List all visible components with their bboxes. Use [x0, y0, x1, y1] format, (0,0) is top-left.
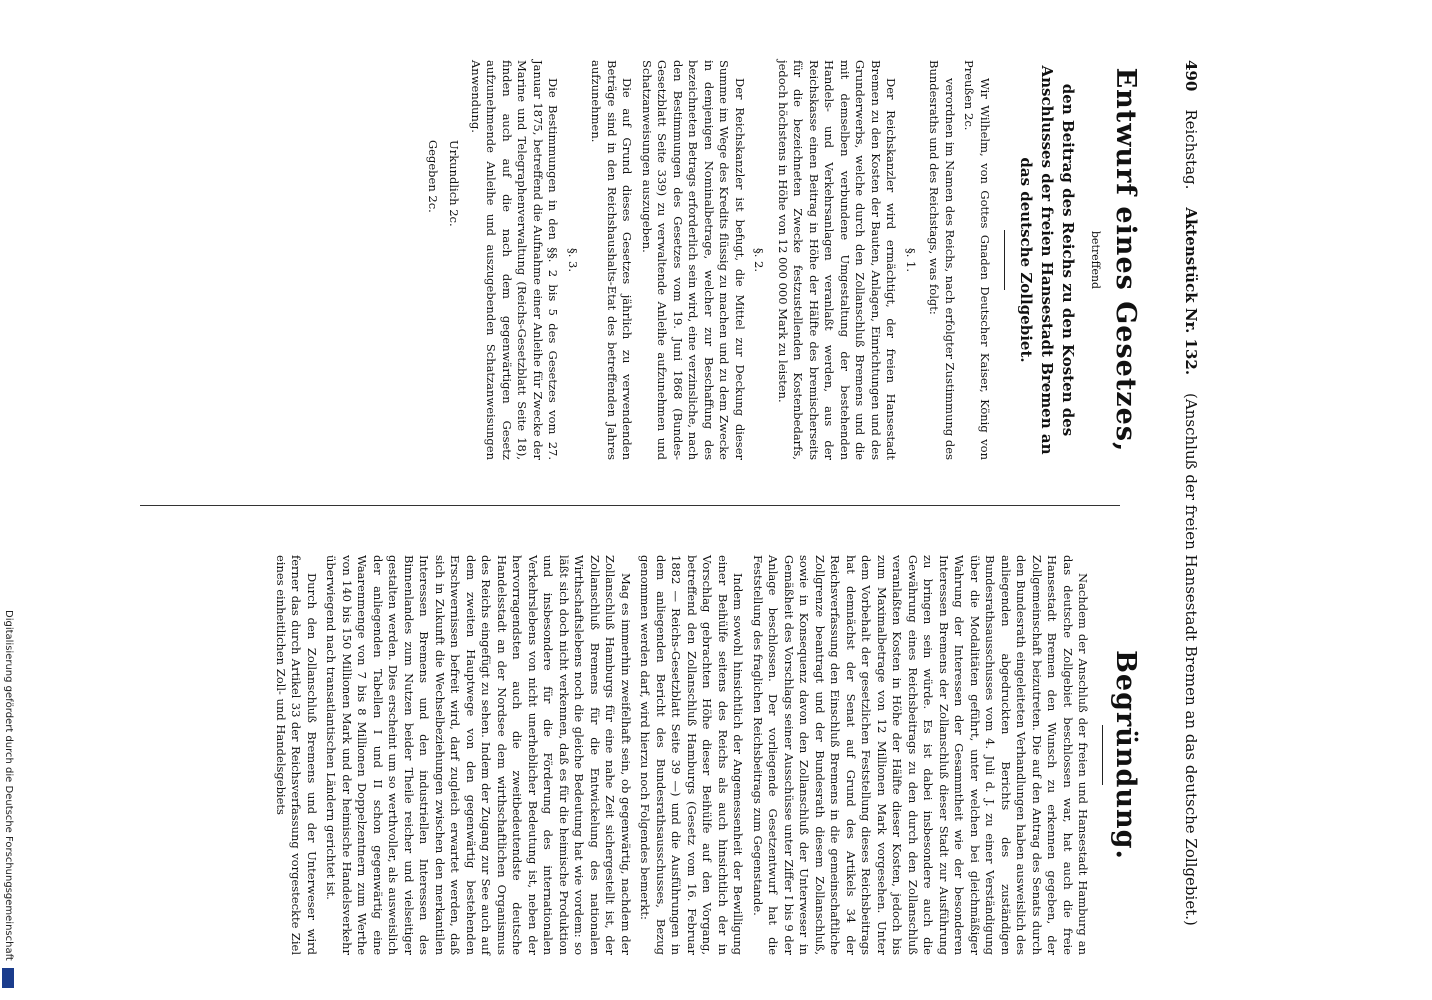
justification-paragraph-1: Nachdem der Anschluß der freien und Hansestadt Hamburg an das deutsche Zollgebiet beschlossen war, hat auch die freie Hansestadt Bremen den Wunsch zu erkennen gegeben, der Zollgemeinschaft beizutreten. Die auf den Antrag des Senats durch den Bundesrath eingeleiteten Verhandlungen haben ausweislich des anliegenden abgedruckten Berichts des zuständigen Bundesrathsausschusses vom 4. Juli d. J. zu einer Verständigung über die Modalitäten geführt, unter welchen bei gleichmäßiger Wahrung der Interessen der Gesammtheit wie der besonderen Interessen Bremens der Zollanschluß dieser Stadt zur Ausführung zu bringen sein würde. Es ist dabei insbesondere auch die Gewährung eines Reichsbeitrags zu den durch den Zollanschluß veranlaßten Kosten in Höhe der Hälfte dieser Kosten, jedoch bis zum Maximalbetrage von 12 Millionen Mark vorgesehen. Unter dem Vorbehalt der gesetzlichen Feststellung dieses Reichsbeitrags hat demnächst der Senat auf Grund des Artikels 34 der Reichsverfassung den Einschluß Bremens in die gemeinschaftliche Zollgrenze beantragt und der Bundesrath diesem Zollanschluß, sowie in Konsequenz davon den Zollanschluß der Unterweser in Gemäßheit des Vorschlags seiner Ausschüsse unter Ziffer I bis 9 der Anlage beschlossen. Der vorliegende Gesetzentwurf hat die Feststellung des fraglichen Reichsbeitrags zum Gegenstande.	[751, 555, 1091, 955]
betreffend-label: betreffend	[1089, 230, 1103, 290]
signature-urkundlich: Urkundlich 2c.	[447, 140, 462, 227]
document-number: Aktenstück Nr. 132.	[1182, 207, 1200, 376]
digitization-note-text: Digitalisierung gefördert durch die Deutsche Forschungsgemeinschaft	[3, 610, 14, 961]
header-title: (Anschluß der freien Hansestadt Bremen an das deutsche Zollgebiet.)	[1182, 393, 1200, 926]
section-1-text: Der Reichskanzler wird ermächtigt, der freien Hansestadt Bremen zu den Kosten der Bauten, Anlagen, Einrichtungen und des Grunderwerbs, welche durch den Zollanschluß Bremens und die mit demselben verbundene Umgestaltung der bestehenden Handels- und Verkehrsanlagen veranlaßt werden, aus der Reichskasse einen Beitrag in Höhe der Hälfte des bremischerseits für die bezeichneten Zwecke festzustellenden Kostenbedarfs, jedoch höchstens in Höhe von 12 000 000 Mark zu leisten.	[776, 60, 899, 460]
justification-title: Begründung.	[1110, 650, 1141, 860]
page-number: 490	[1182, 60, 1200, 92]
section-2-label: §. 2.	[752, 247, 767, 273]
preamble: Wir Wilhelm, von Gottes Gnaden Deutscher Kaiser, König von Preußen 2c.	[962, 60, 992, 460]
justification-paragraph-2: Indem sowohl hinsichtlich der Angemessenheit der Bewilligung einer Beihülfe seitens des Reichs als auch hinsichtlich der in Vorschlag gebrachten Höhe dieser Beihülfe auf den Vorgang, betreffend den Zollanschluß Hamburgs (Gesetz vom 16. Februar 1882 — Reichs-Gesetzblatt Seite 39 —) und die Ausführungen in dem anliegenden Bericht des Bundesrathsausschusses, Bezug genommen werden darf, wird hierzu noch Folgendes bemerkt:	[638, 555, 746, 955]
enactment-clause: verordnen im Namen des Reichs, nach erfolgter Zustimmung des Bundesraths und des Reichstags, was folgt:	[927, 60, 957, 460]
divider	[1103, 725, 1104, 785]
dfg-logo	[2, 968, 14, 988]
justification-column	[269, 555, 1156, 955]
signature-gegeben: Gegeben 2c.	[426, 140, 440, 213]
section-1-label: §. 1.	[904, 247, 918, 273]
digitization-note	[2, 10, 16, 1000]
draft-title: Entwurf eines Gesetzes,	[1110, 67, 1141, 453]
draft-law-column	[423, 60, 1156, 460]
divider	[1004, 230, 1005, 290]
justification-paragraph-4: Durch den Zollanschluß Bremens und der Unterweser wird ferner das durch Artikel 33 der Reichsverfassung vorgesteckte Ziel eines einheitlichen Zoll- und Handelsgebiets	[274, 555, 319, 955]
justification-paragraph-3: Mag es immerhin zweifelhaft sein, ob gegenwärtig, nachdem der Zollanschluß Hamburgs für eine nahe Zeit sichergestellt ist, der Zollanschluß Bremens für die Entwickelung des nationalen Wirthschaftslebens noch die gleiche Bedeutung hat wie vordem: so läßt sich doch nicht verkennen, daß es für die heimische Produktion und insbesondere für die Förderung des internationalen Verkehrslebens von nicht unerheblicher Bedeutung ist, neben der hervorragendsten auch die zweitbedeutendste deutsche Handelsstadt an der Nordsee dem wirthschaftlichen Organismus des Reichs eingefügt zu sehen. Indem der Zugang zur See auch auf dem zweiten Hauptwege von den gegenwärtig bestehenden Erschwernissen befreit wird, darf zugleich erwartet werden, daß sich in Zukunft die Wechselbeziehungen zwischen den merkantilen Interessen Bremens und den industriellen Interessen des Binnenlandes zum Nutzen beider Theile reicher und vielseitiger gestalten werden. Dies erscheint um so werthvoller, als ausweislich der anliegenden Tabellen I und II schon gegenwärtig eine Waarenmenge von 7 bis 8 Millionen Doppelzentnern zum Werthe von 140 bis 150 Millionen Mark und der heimische Handelsverkehr überwiegend nach transatlantischen Ländern gerichtet ist.	[324, 555, 633, 955]
section-2-text-a: Der Reichskanzler ist befugt, die Mittel zur Deckung dieser Summe im Wege des Kredits flüssig zu machen und zu dem Zwecke in demjenigen Nominalbetrage, welcher zur Beschaffung des bezeichneten Betrags erforderlich sein wird, eine verzinsliche, nach den Bestimmungen des Gesetzes vom 19. Juni 1868 (Bundes-Gesetzblatt Seite 339) zu verwaltende Anleihe aufzunehmen und Schatzanweisungen auszugeben.	[640, 60, 747, 460]
page-header	[1170, 60, 1200, 960]
scanned-page	[100, 0, 1200, 1000]
header-source: Reichstag.	[1182, 109, 1200, 190]
draft-subject: den Beitrag des Reichs zu den Kosten des Anschlusses der freien Hansestadt Bremen an das deutsche Zollgebiet.	[1017, 65, 1077, 455]
section-2-text-b: Die auf Grund dieses Gesetzes jährlich zu verwendenden Beträge sind in den Reichshaushalts-Etat des betreffenden Jahres aufzunehmen.	[589, 60, 635, 460]
column-divider	[140, 505, 1120, 506]
section-3-text: Die Bestimmungen in den §§. 2 bis 5 des Gesetzes vom 27. Januar 1875, betreffend die Aufnahme einer Anleihe für Zwecke der Marine und Telegraphenverwaltung (Reichs-Gesetzblatt Seite 18), finden auch auf die nach dem gegenwärtigen Gesetz aufzunehmende Anleihe und auszugebenden Schatzanweisungen Anwendung.	[469, 60, 561, 460]
section-3-label: §. 3.	[566, 247, 580, 273]
